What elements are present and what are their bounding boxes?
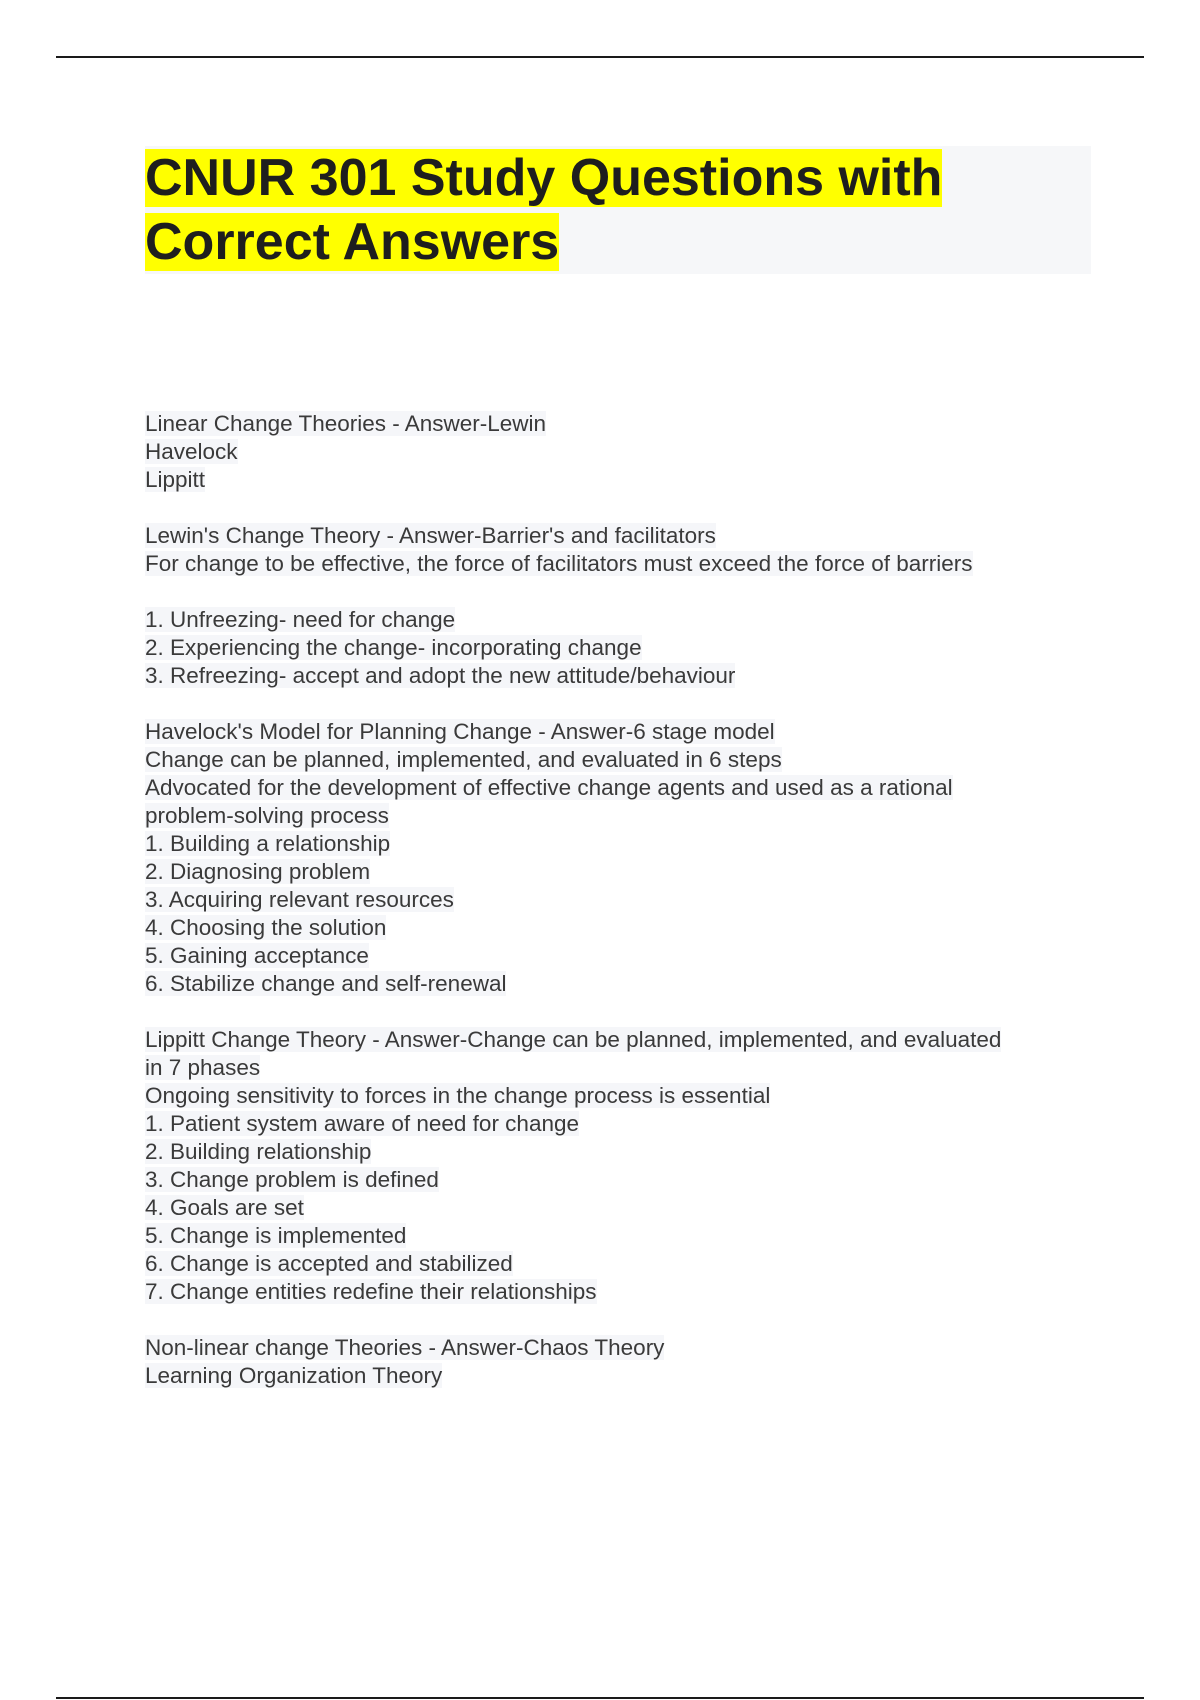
text-line — [145, 606, 1095, 634]
text-line-content: problem-solving process — [145, 803, 389, 828]
document-title — [145, 146, 1091, 274]
text-line-content: 5. Change is implemented — [145, 1223, 407, 1248]
qa-section — [145, 718, 1095, 998]
text-line — [145, 774, 1095, 802]
text-line — [145, 466, 1095, 494]
document-body — [145, 410, 1095, 1418]
text-line-content: 7. Change entities redefine their relationships — [145, 1279, 597, 1304]
text-line-content: 4. Goals are set — [145, 1195, 304, 1220]
text-line — [145, 914, 1095, 942]
text-line — [145, 438, 1095, 466]
title-line-1: CNUR 301 Study Questions with — [145, 149, 943, 207]
text-line-content: 4. Choosing the solution — [145, 915, 387, 940]
qa-section — [145, 1334, 1095, 1390]
text-line-content: 3. Refreezing- accept and adopt the new attitude/behaviour — [145, 663, 736, 688]
qa-section — [145, 522, 1095, 578]
text-line-content: Havelock's Model for Planning Change - Answer-6 stage model — [145, 719, 775, 744]
text-line-content: 5. Gaining acceptance — [145, 943, 369, 968]
text-line — [145, 522, 1095, 550]
top-rule — [56, 56, 1144, 58]
qa-section — [145, 1026, 1095, 1306]
text-line — [145, 634, 1095, 662]
text-line-content: Lewin's Change Theory - Answer-Barrier's and facilitators — [145, 523, 716, 548]
text-line-content: Learning Organization Theory — [145, 1363, 443, 1388]
text-line-content: Ongoing sensitivity to forces in the change process is essential — [145, 1083, 771, 1108]
title-block — [145, 146, 1091, 274]
text-line — [145, 970, 1095, 998]
qa-section — [145, 606, 1095, 690]
text-line — [145, 1250, 1095, 1278]
qa-section — [145, 410, 1095, 494]
text-line-content: 1. Building a relationship — [145, 831, 391, 856]
text-line — [145, 830, 1095, 858]
text-line-content: 2. Experiencing the change- incorporating change — [145, 635, 642, 660]
text-line-content: Havelock — [145, 439, 238, 464]
text-line — [145, 1194, 1095, 1222]
text-line-content: Non-linear change Theories - Answer-Chaos Theory — [145, 1335, 665, 1360]
text-line — [145, 718, 1095, 746]
text-line — [145, 1222, 1095, 1250]
text-line-content: 1. Unfreezing- need for change — [145, 607, 456, 632]
text-line-content: 2. Building relationship — [145, 1139, 372, 1164]
text-line — [145, 1110, 1095, 1138]
text-line-content: Change can be planned, implemented, and evaluated in 6 steps — [145, 747, 782, 772]
text-line-content: 3. Acquiring relevant resources — [145, 887, 454, 912]
text-line-content: Lippitt Change Theory - Answer-Change can be planned, implemented, and evaluated — [145, 1027, 1002, 1052]
text-line — [145, 550, 1095, 578]
text-line-content: 2. Diagnosing problem — [145, 859, 371, 884]
text-line — [145, 746, 1095, 774]
text-line — [145, 802, 1095, 830]
text-line-content: Linear Change Theories - Answer-Lewin — [145, 411, 547, 436]
text-line-content: Advocated for the development of effective change agents and used as a rational — [145, 775, 953, 800]
text-line-content: For change to be effective, the force of facilitators must exceed the force of barriers — [145, 551, 973, 576]
text-line-content: 6. Stabilize change and self-renewal — [145, 971, 507, 996]
text-line — [145, 858, 1095, 886]
text-line — [145, 1138, 1095, 1166]
text-line-content: Lippitt — [145, 467, 206, 492]
text-line — [145, 410, 1095, 438]
text-line — [145, 1082, 1095, 1110]
text-line-content: 3. Change problem is defined — [145, 1167, 439, 1192]
text-line-content: 1. Patient system aware of need for change — [145, 1111, 580, 1136]
text-line-content: in 7 phases — [145, 1055, 261, 1080]
text-line — [145, 1026, 1095, 1054]
text-line — [145, 1362, 1095, 1390]
text-line — [145, 1054, 1095, 1082]
text-line — [145, 886, 1095, 914]
title-line-2: Correct Answers — [145, 213, 560, 271]
text-line — [145, 1334, 1095, 1362]
text-line — [145, 1278, 1095, 1306]
bottom-rule — [56, 1697, 1144, 1699]
text-line-content: 6. Change is accepted and stabilized — [145, 1251, 513, 1276]
text-line — [145, 1166, 1095, 1194]
text-line — [145, 942, 1095, 970]
text-line — [145, 662, 1095, 690]
